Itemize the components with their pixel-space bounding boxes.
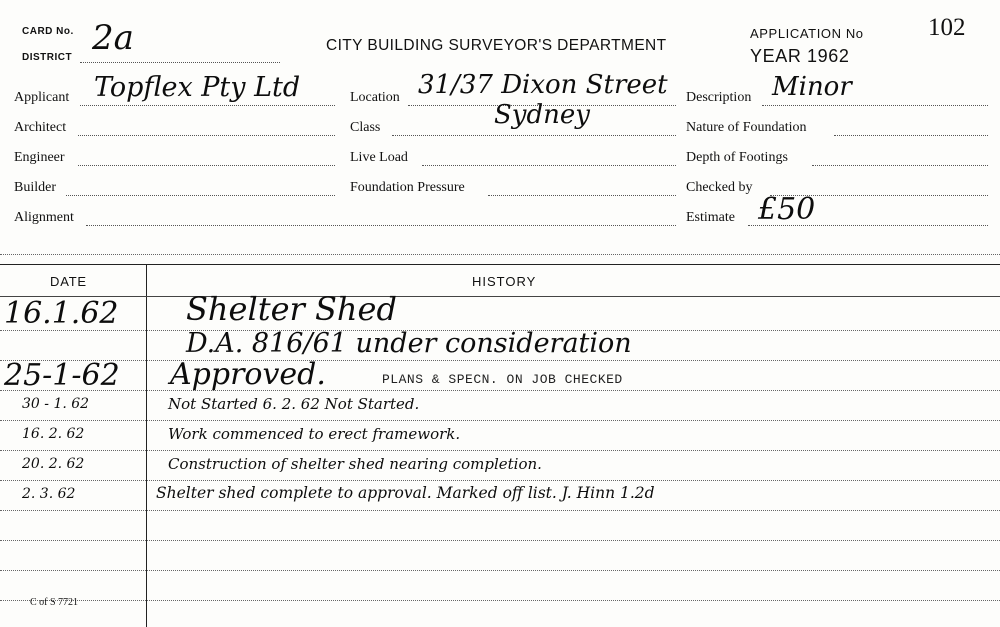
- builder-label: Builder: [14, 180, 56, 195]
- class-label: Class: [350, 120, 381, 135]
- row-line: [0, 570, 1000, 571]
- estimate-value: £50: [758, 192, 816, 227]
- history-date: 16. 2. 62: [22, 426, 85, 442]
- history-entry: Approved.: [170, 357, 326, 392]
- live-load-line: [422, 165, 676, 166]
- header-separator: [0, 254, 1000, 255]
- history-top-rule: [0, 264, 1000, 265]
- history-date: 20. 2. 62: [22, 456, 85, 472]
- builder-line: [66, 195, 335, 196]
- department-title: CITY BUILDING SURVEYOR'S DEPARTMENT: [326, 37, 667, 54]
- applicant-value: Topflex Pty Ltd: [94, 72, 301, 103]
- foundation-pressure-label: Foundation Pressure: [350, 180, 465, 195]
- checked-by-label: Checked by: [686, 180, 753, 195]
- row-line: [0, 390, 1000, 391]
- form-code: C of S 7721: [30, 597, 79, 608]
- location-label: Location: [350, 90, 400, 105]
- history-entry: Not Started 6. 2. 62 Not Started.: [168, 395, 420, 413]
- nature-line: [834, 135, 988, 136]
- row-line: [0, 480, 1000, 481]
- card-no-label: CARD No.: [22, 26, 74, 37]
- row-line: [0, 360, 1000, 361]
- class-line: [392, 135, 676, 136]
- history-entry: Construction of shelter shed nearing completion.: [168, 455, 542, 473]
- application-label: APPLICATION No: [750, 26, 864, 41]
- depth-line: [812, 165, 988, 166]
- location-value: 31/37 Dixon Street: [418, 70, 668, 100]
- architect-line: [78, 135, 335, 136]
- history-entry: D.A. 816/61 under consideration: [186, 328, 632, 359]
- row-line: [0, 540, 1000, 541]
- live-load-label: Live Load: [350, 150, 408, 165]
- history-entry: Shelter Shed: [186, 290, 397, 328]
- foundation-pressure-line: [488, 195, 676, 196]
- alignment-label: Alignment: [14, 210, 74, 225]
- history-entry: Shelter shed complete to approval. Marked off list. J. Hinn 1.2d: [156, 484, 655, 502]
- history-date: 16.1.62: [4, 296, 119, 331]
- row-line: [0, 420, 1000, 421]
- history-entry: Work commenced to erect framework.: [168, 425, 461, 443]
- year-label: YEAR 1962: [750, 46, 850, 66]
- row-line: [0, 450, 1000, 451]
- history-date: 25-1-62: [4, 358, 120, 393]
- history-column-header: HISTORY: [472, 274, 537, 289]
- applicant-label: Applicant: [14, 90, 70, 105]
- history-date: 2. 3. 62: [22, 486, 76, 502]
- engineer-label: Engineer: [14, 150, 65, 165]
- description-label: Description: [686, 90, 752, 105]
- application-number: 102: [928, 14, 966, 41]
- nature-of-foundation-label: Nature of Foundation: [686, 120, 807, 135]
- location-value-suburb: Sydney: [494, 100, 590, 130]
- depth-of-footings-label: Depth of Footings: [686, 150, 788, 165]
- row-line: [0, 510, 1000, 511]
- architect-label: Architect: [14, 120, 67, 135]
- alignment-line: [86, 225, 676, 226]
- district-label: DISTRICT: [22, 52, 73, 63]
- description-value: Minor: [772, 72, 852, 102]
- history-date: 30 - 1. 62: [22, 396, 90, 412]
- date-column-divider: [146, 264, 147, 627]
- description-line: [762, 105, 988, 106]
- date-column-header: DATE: [50, 274, 87, 289]
- applicant-line: [80, 105, 335, 106]
- district-line: [80, 62, 280, 63]
- estimate-label: Estimate: [686, 210, 735, 225]
- checked-stamp: PLANS & SPECN. ON JOB CHECKED: [382, 372, 623, 387]
- engineer-line: [78, 165, 335, 166]
- row-line: [0, 600, 1000, 601]
- history-header-rule: [0, 296, 1000, 297]
- card-no-value: 2a: [92, 18, 134, 58]
